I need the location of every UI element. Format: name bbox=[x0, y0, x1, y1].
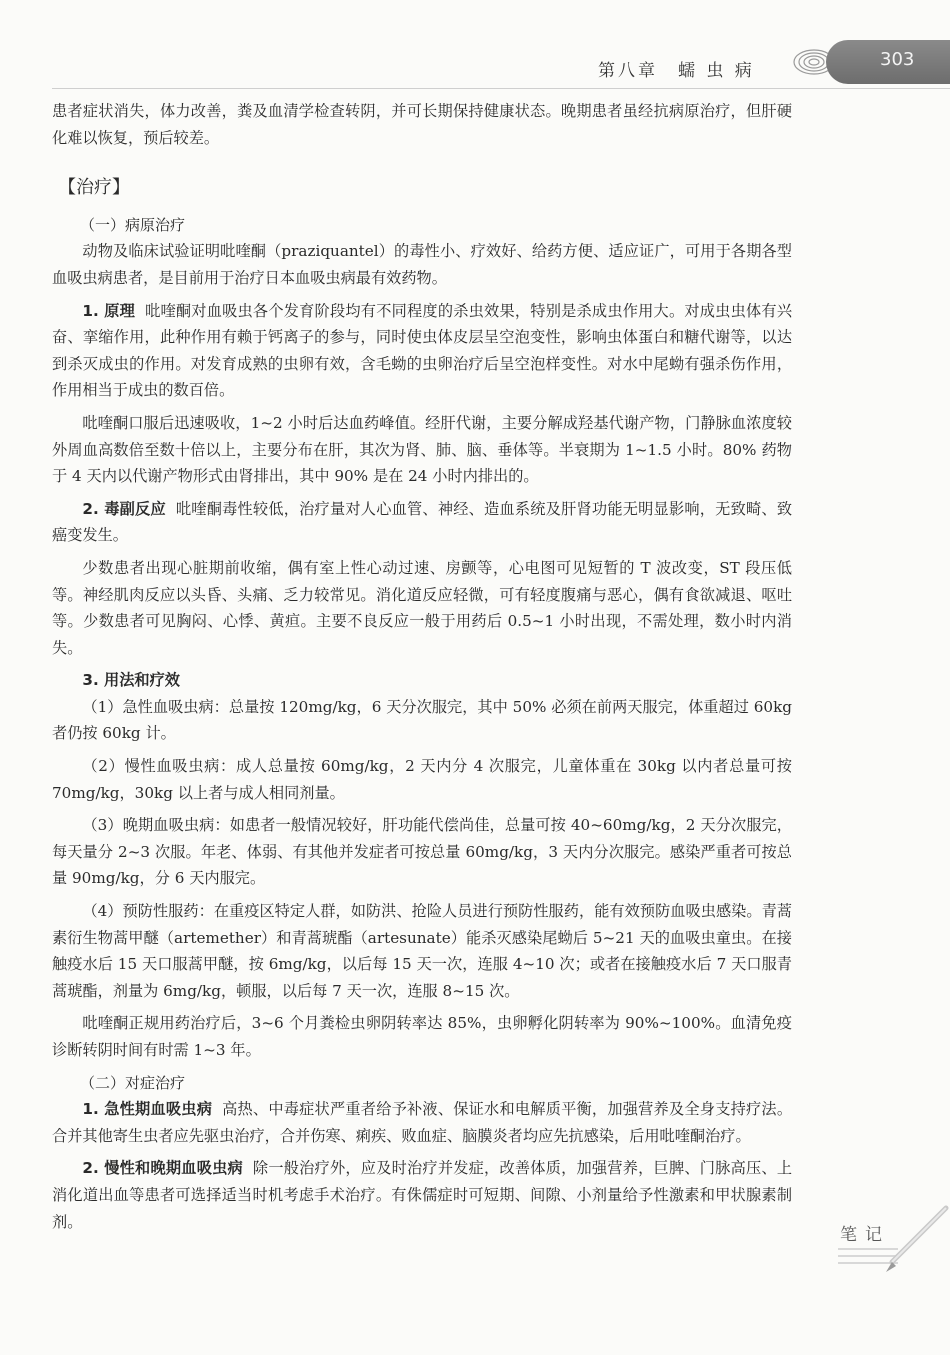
dose-acute: （1）急性血吸虫病：总量按 120mg/kg，6 天分次服完，其中 50% 必须在前两天服完，体重超过 60kg 者仍按 60kg 计。 bbox=[52, 697, 792, 743]
item2-paragraph-2: 少数患者出现心脏期前收缩，偶有室上性心动过速、房颤等，心电图可见短暂的 T 波改变，ST 段压低等。神经肌肉反应以头昏、头痛、乏力较常见。消化道反应轻微，可有轻度腹痛与恶心，偶有食欲减退、呕吐等。少数患者可见胸闷、心悸、黄疸。主要不良反应一般于用药后 0.5~1 小时出现，不需处理，数小时内消失。 bbox=[52, 558, 792, 657]
part2-item2-paragraph bbox=[52, 1155, 792, 1235]
item1-text: 吡喹酮对血吸虫各个发育阶段均有不同程度的杀虫效果，特别是杀成虫作用大。对成虫虫体有兴奋、挛缩作用，此种作用有赖于钙离子的参与，同时使虫体皮层呈空泡变性，影响虫体蛋白和糖代谢等，以达到杀灭成虫的作用。对发育成熟的虫卵有效，含毛蚴的虫卵治疗后呈空泡样变性。对水中尾蚴有强杀伤作用，作用相当于成虫的数百倍。 bbox=[52, 301, 793, 400]
part2-item1-text: 高热、中毒症状严重者给予补液、保证水和电解质平衡，加强营养及全身支持疗法。合并其他寄生虫者应先驱虫治疗，合并伤寒、痢疾、败血症、脑膜炎者均应先抗感染，后用吡喹酮治疗。 bbox=[52, 1100, 793, 1145]
dose-chronic: （2）慢性血吸虫病：成人总量按 60mg/kg，2 天内分 4 次服完，儿童体重在 30kg 以内者总量可按 70mg/kg，30kg 以上者与成人相同剂量。 bbox=[52, 757, 792, 802]
item1-paragraph-2: 吡喹酮口服后迅速吸收，1~2 小时后达血药峰值。经肝代谢，主要分解成羟基代谢产物，门静脉血浓度较外周血高数倍至数十倍以上，主要分布在肝，其次为肾、肺、脑、垂体等。半衰期为 1~1.5 小时。80% 药物于 4 天内以代谢产物形式由肾排出，其中 90% 是在 24 小时内排出的。 bbox=[52, 413, 792, 486]
dose-advanced: （3）晚期血吸虫病：如患者一般情况较好，肝功能代偿尚佳，总量可按 40~60mg/kg，2 天分次服完，每天量分 2~3 次服。年老、体弱、有其他并发症者可按总量 60mg/kg，3 天内分次服完。感染严重者可按总量 90mg/kg，分 6 天内服完。 bbox=[52, 816, 792, 888]
item3-title: 3. 用法和疗效 bbox=[82, 671, 180, 690]
intro-paragraph: 患者症状消失，体力改善，粪及血清学检查转阴，并可长期保持健康状态。晚期患者虽经抗病原治疗，但肝硬化难以恢复，预后较差。 bbox=[52, 102, 792, 147]
header-divider bbox=[52, 88, 950, 89]
item3-title-paragraph bbox=[52, 667, 792, 694]
item2-text: 吡喹酮毒性较低，治疗量对人心血管、神经、造血系统及肝肾功能无明显影响，无致畸、致癌变发生。 bbox=[52, 499, 793, 545]
part2-item2-text: 除一般治疗外，应及时治疗并发症，改善体质，加强营养，巨脾、门脉高压、上消化道出血等患者可选择适当时机考虑手术治疗。有侏儒症时可短期、间隙、小剂量给予性激素和甲状腺素制剂。 bbox=[52, 1159, 793, 1231]
item2-title: 2. 毒副反应 bbox=[82, 499, 166, 518]
item2-paragraph bbox=[52, 496, 792, 549]
section-title: 【治疗】 bbox=[58, 177, 130, 199]
pencil-icon bbox=[830, 1190, 950, 1310]
item1-paragraph bbox=[52, 298, 792, 404]
part2-item2-title: 2. 慢性和晚期血吸虫病 bbox=[82, 1159, 243, 1178]
page-body bbox=[52, 98, 792, 1235]
dose-preventive: （4）预防性服药：在重疫区特定人群，如防洪、抢险人员进行预防性服药，能有效预防血吸虫感染。青蒿素衍生物蒿甲醚（artemether）和青蒿琥酯（artesunate）能杀灭感染尾蚴后 5~21 天的血吸虫童虫。在接触疫水后 15 天口服蒿甲醚，按 6mg/kg，以后每 15 天一次，连服 4~10 次；或者在接触疫水后 7 天口服青蒿琥酯，剂量为 6mg/kg，顿服，以后每 7 天一次，连服 8~15 次。 bbox=[52, 902, 792, 1000]
part1-intro: 动物及临床试验证明吡喹酮（praziquantel）的毒性小、疗效好、给药方便、适应证广，可用于各期各型血吸虫病患者，是目前用于治疗日本血吸虫病最有效药物。 bbox=[52, 242, 792, 287]
efficacy-paragraph: 吡喹酮正规用药治疗后，3~6 个月粪检虫卵阴转率达 85%，虫卵孵化阴转率为 90%~100%。血清免疫诊断转阴时间有时需 1~3 年。 bbox=[52, 1014, 792, 1059]
part2-title: （二）对症治疗 bbox=[80, 1073, 186, 1092]
page-number: 303 bbox=[880, 49, 915, 70]
notes-label: 笔记 bbox=[840, 1225, 890, 1245]
item1-title: 1. 原理 bbox=[82, 301, 136, 320]
chapter-title: 第八章 蠕 虫 病 bbox=[598, 61, 755, 81]
part2-item1-title: 1. 急性期血吸虫病 bbox=[82, 1100, 213, 1119]
part1-title: （一）病原治疗 bbox=[80, 215, 186, 234]
page-header bbox=[0, 0, 950, 90]
notes-margin bbox=[830, 1190, 950, 1310]
part2-item1-paragraph bbox=[52, 1096, 792, 1149]
